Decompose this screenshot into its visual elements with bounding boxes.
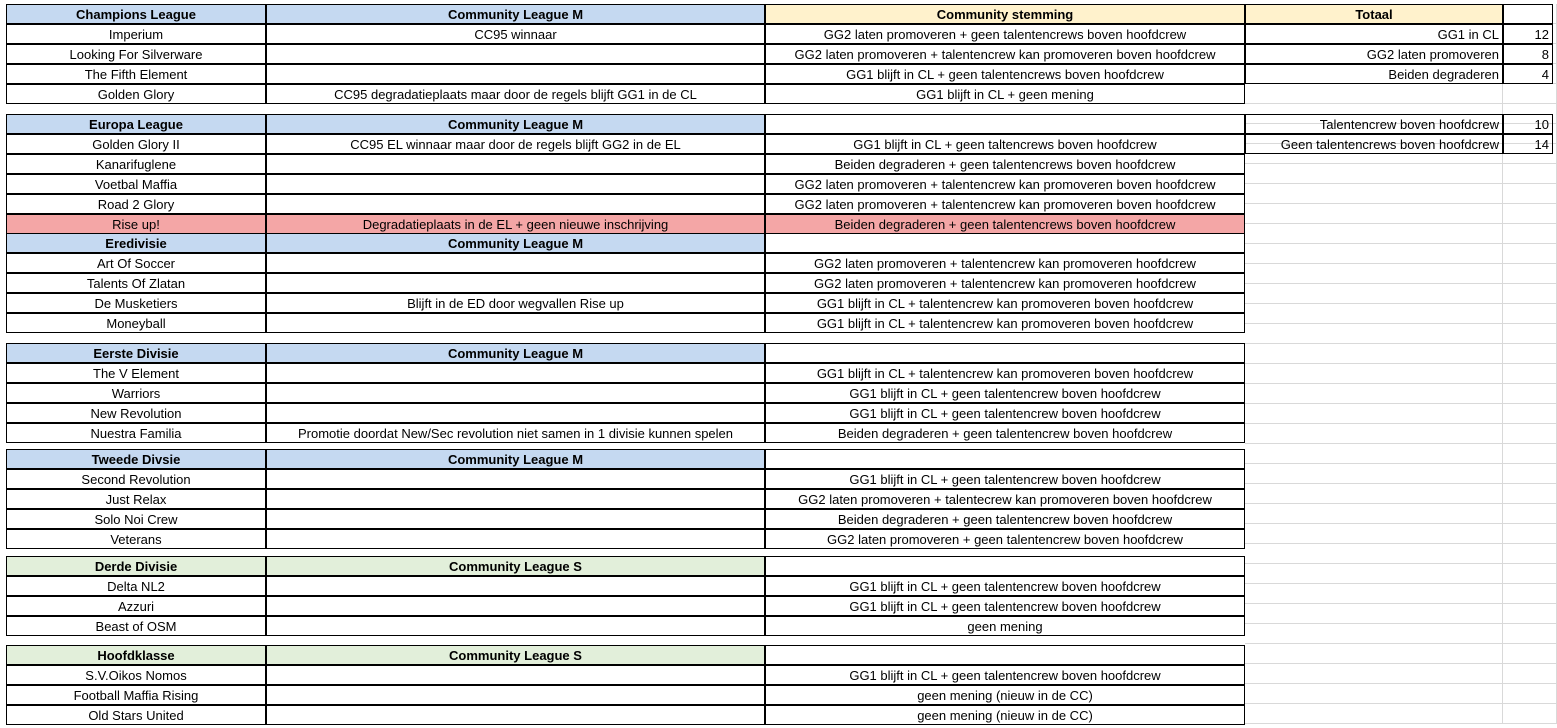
community-league-cell[interactable]: [266, 705, 765, 725]
empty-cell[interactable]: [1503, 684, 1557, 704]
team-name-cell[interactable]: Azzuri: [6, 596, 266, 616]
team-name-cell[interactable]: De Musketiers: [6, 293, 266, 313]
community-vote-cell[interactable]: Beiden degraderen + geen talentencrews boven hoofdcrew: [765, 214, 1245, 234]
empty-cell[interactable]: [1245, 524, 1503, 544]
community-league-cell[interactable]: [266, 64, 765, 84]
community-league-cell[interactable]: [266, 253, 765, 273]
empty-cell[interactable]: [1245, 564, 1503, 584]
empty-cell[interactable]: [1503, 464, 1557, 484]
totals-header[interactable]: Totaal: [1245, 4, 1503, 24]
totals-label[interactable]: Geen talentencrews boven hoofdcrew: [1245, 134, 1503, 154]
community-vote-cell[interactable]: GG1 blijft in CL + talentencrew kan promoveren boven hoofdcrew: [765, 293, 1245, 313]
community-league-cell[interactable]: [266, 154, 765, 174]
team-name-cell[interactable]: Football Maffia Rising: [6, 685, 266, 705]
community-vote-cell[interactable]: GG2 laten promoveren + talentecrew kan promoveren boven hoofdcrew: [765, 489, 1245, 509]
team-name-cell[interactable]: The V Element: [6, 363, 266, 383]
team-name-cell[interactable]: Moneyball: [6, 313, 266, 333]
community-league-cell[interactable]: Blijft in de ED door wegvallen Rise up: [266, 293, 765, 313]
section-header-competition[interactable]: Community League M: [266, 343, 765, 363]
community-league-cell[interactable]: Degradatieplaats in de EL + geen nieuwe inschrijving: [266, 214, 765, 234]
community-vote-cell[interactable]: geen mening (nieuw in de CC): [765, 685, 1245, 705]
empty-cell[interactable]: [1245, 644, 1503, 664]
community-vote-cell[interactable]: Beiden degraderen + geen talentencrews boven hoofdcrew: [765, 154, 1245, 174]
empty-cell[interactable]: [1245, 584, 1503, 604]
community-vote-cell[interactable]: GG1 blijft in CL + geen talentencrew boven hoofdcrew: [765, 403, 1245, 423]
community-vote-cell[interactable]: GG1 blijft in CL + geen talentencrew boven hoofdcrew: [765, 576, 1245, 596]
community-league-cell[interactable]: [266, 273, 765, 293]
totals-value[interactable]: 12: [1503, 24, 1553, 44]
empty-cell[interactable]: [1503, 384, 1557, 404]
team-name-cell[interactable]: Imperium: [6, 24, 266, 44]
empty-cell[interactable]: [1503, 164, 1557, 184]
team-name-cell[interactable]: Golden Glory: [6, 84, 266, 104]
empty-cell[interactable]: [1245, 184, 1503, 204]
community-league-cell[interactable]: [266, 576, 765, 596]
empty-cell[interactable]: [1245, 384, 1503, 404]
community-league-cell[interactable]: CC95 EL winnaar maar door de regels blijft GG2 in de EL: [266, 134, 765, 154]
empty-cell[interactable]: [1245, 504, 1503, 524]
team-name-cell[interactable]: Second Revolution: [6, 469, 266, 489]
empty-cell[interactable]: [1245, 264, 1503, 284]
empty-cell[interactable]: [1503, 324, 1557, 344]
empty-cell[interactable]: [1503, 444, 1557, 464]
community-league-cell[interactable]: [266, 174, 765, 194]
section-header-league[interactable]: Derde Divisie: [6, 556, 266, 576]
community-league-cell[interactable]: [266, 44, 765, 64]
team-name-cell[interactable]: Road 2 Glory: [6, 194, 266, 214]
empty-cell[interactable]: [1503, 404, 1557, 424]
totals-label[interactable]: Beiden degraderen: [1245, 64, 1503, 84]
community-league-cell[interactable]: [266, 313, 765, 333]
team-name-cell[interactable]: Old Stars United: [6, 705, 266, 725]
community-vote-cell[interactable]: GG2 laten promoveren + talentencrew kan promoveren boven hoofdcrew: [765, 194, 1245, 214]
empty-cell[interactable]: [1503, 344, 1557, 364]
community-vote-cell[interactable]: geen mening: [765, 616, 1245, 636]
community-league-cell[interactable]: Promotie doordat New/Sec revolution niet samen in 1 divisie kunnen spelen: [266, 423, 765, 443]
section-header-vote[interactable]: Community stemming: [765, 4, 1245, 24]
empty-cell[interactable]: [1503, 244, 1557, 264]
section-header-competition[interactable]: Community League M: [266, 114, 765, 134]
community-league-cell[interactable]: [266, 383, 765, 403]
section-header-league[interactable]: Champions League: [6, 4, 266, 24]
totals-header-value[interactable]: [1503, 4, 1553, 24]
section-header-vote[interactable]: [765, 556, 1245, 576]
empty-cell[interactable]: [1503, 564, 1557, 584]
empty-cell[interactable]: [1503, 484, 1557, 504]
section-header-vote[interactable]: [765, 449, 1245, 469]
empty-cell[interactable]: [1503, 224, 1557, 244]
empty-cell[interactable]: [1503, 264, 1557, 284]
team-name-cell[interactable]: Talents Of Zlatan: [6, 273, 266, 293]
empty-cell[interactable]: [1245, 164, 1503, 184]
community-vote-cell[interactable]: Beiden degraderen + geen talentencrew boven hoofdcrew: [765, 509, 1245, 529]
community-league-cell[interactable]: [266, 403, 765, 423]
section-header-competition[interactable]: Community League M: [266, 233, 765, 253]
community-league-cell[interactable]: [266, 596, 765, 616]
community-vote-cell[interactable]: GG2 laten promoveren + talentencrew kan promoveren hoofdcrew: [765, 273, 1245, 293]
team-name-cell[interactable]: Voetbal Maffia: [6, 174, 266, 194]
team-name-cell[interactable]: Beast of OSM: [6, 616, 266, 636]
empty-cell[interactable]: [1503, 664, 1557, 684]
empty-cell[interactable]: [1245, 444, 1503, 464]
team-name-cell[interactable]: Nuestra Familia: [6, 423, 266, 443]
empty-cell[interactable]: [1245, 84, 1503, 104]
totals-label[interactable]: GG2 laten promoveren: [1245, 44, 1503, 64]
community-vote-cell[interactable]: GG1 blijft in CL + talentencrew kan promoveren boven hoofdcrew: [765, 313, 1245, 333]
totals-value[interactable]: 14: [1503, 134, 1553, 154]
community-league-cell[interactable]: [266, 616, 765, 636]
empty-cell[interactable]: [1503, 364, 1557, 384]
community-vote-cell[interactable]: GG1 blijft in CL + talentencrew kan promoveren boven hoofdcrew: [765, 363, 1245, 383]
community-league-cell[interactable]: CC95 degradatieplaats maar door de regels blijft GG1 in de CL: [266, 84, 765, 104]
empty-cell[interactable]: [1245, 424, 1503, 444]
section-header-vote[interactable]: [765, 343, 1245, 363]
empty-cell[interactable]: [1245, 304, 1503, 324]
empty-cell[interactable]: [1503, 204, 1557, 224]
totals-label[interactable]: Talentencrew boven hoofdcrew: [1245, 114, 1503, 134]
totals-value[interactable]: 10: [1503, 114, 1553, 134]
empty-cell[interactable]: [1503, 304, 1557, 324]
totals-value[interactable]: 4: [1503, 64, 1553, 84]
team-name-cell[interactable]: Solo Noi Crew: [6, 509, 266, 529]
empty-cell[interactable]: [1503, 284, 1557, 304]
community-league-cell[interactable]: [266, 363, 765, 383]
section-header-competition[interactable]: Community League M: [266, 449, 765, 469]
section-header-competition[interactable]: Community League S: [266, 645, 765, 665]
community-vote-cell[interactable]: GG1 blijft in CL + geen talentencrew boven hoofdcrew: [765, 383, 1245, 403]
empty-cell[interactable]: [1245, 364, 1503, 384]
section-header-league[interactable]: Eerste Divisie: [6, 343, 266, 363]
community-vote-cell[interactable]: Beiden degraderen + geen talentencrew boven hoofdcrew: [765, 423, 1245, 443]
empty-cell[interactable]: [1503, 584, 1557, 604]
empty-cell[interactable]: [1245, 624, 1503, 644]
empty-cell[interactable]: [1245, 484, 1503, 504]
community-vote-cell[interactable]: GG2 laten promoveren + geen talentencrews boven hoofdcrew: [765, 24, 1245, 44]
empty-cell[interactable]: [1503, 424, 1557, 444]
community-vote-cell[interactable]: GG1 blijft in CL + geen talentencrews boven hoofdcrew: [765, 64, 1245, 84]
community-league-cell[interactable]: [266, 665, 765, 685]
community-league-cell[interactable]: [266, 469, 765, 489]
team-name-cell[interactable]: Golden Glory II: [6, 134, 266, 154]
empty-cell[interactable]: [1245, 284, 1503, 304]
empty-cell[interactable]: [1245, 664, 1503, 684]
section-header-vote[interactable]: [765, 233, 1245, 253]
community-vote-cell[interactable]: GG1 blijft in CL + geen talentencrew boven hoofdcrew: [765, 469, 1245, 489]
community-league-cell[interactable]: [266, 529, 765, 549]
community-vote-cell[interactable]: GG2 laten promoveren + geen talentencrew boven hoofdcrew: [765, 529, 1245, 549]
community-league-cell[interactable]: [266, 685, 765, 705]
community-vote-cell[interactable]: GG1 blijft in CL + geen mening: [765, 84, 1245, 104]
community-vote-cell[interactable]: GG2 laten promoveren + talentencrew kan promoveren hoofdcrew: [765, 253, 1245, 273]
community-vote-cell[interactable]: GG2 laten promoveren + talentencrew kan promoveren boven hoofdcrew: [765, 44, 1245, 64]
team-name-cell[interactable]: Looking For Silverware: [6, 44, 266, 64]
community-vote-cell[interactable]: geen mening (nieuw in de CC): [765, 705, 1245, 725]
community-vote-cell[interactable]: GG1 blijft in CL + geen talentencrew boven hoofdcrew: [765, 665, 1245, 685]
totals-label[interactable]: GG1 in CL: [1245, 24, 1503, 44]
community-vote-cell[interactable]: GG1 blijft in CL + geen taltencrews boven hoofdcrew: [765, 134, 1245, 154]
team-name-cell[interactable]: Delta NL2: [6, 576, 266, 596]
community-league-cell[interactable]: CC95 winnaar: [266, 24, 765, 44]
empty-cell[interactable]: [1245, 204, 1503, 224]
totals-value[interactable]: 8: [1503, 44, 1553, 64]
team-name-cell[interactable]: Just Relax: [6, 489, 266, 509]
empty-cell[interactable]: [1503, 604, 1557, 624]
empty-cell[interactable]: [1503, 644, 1557, 664]
empty-cell[interactable]: [1503, 544, 1557, 564]
team-name-cell[interactable]: Warriors: [6, 383, 266, 403]
team-name-cell[interactable]: Kanarifuglene: [6, 154, 266, 174]
empty-cell[interactable]: [1245, 604, 1503, 624]
team-name-cell[interactable]: The Fifth Element: [6, 64, 266, 84]
section-header-league[interactable]: Eredivisie: [6, 233, 266, 253]
community-vote-cell[interactable]: GG1 blijft in CL + geen talentencrew boven hoofdcrew: [765, 596, 1245, 616]
empty-cell[interactable]: [1245, 544, 1503, 564]
empty-cell[interactable]: [1503, 524, 1557, 544]
empty-cell[interactable]: [1503, 704, 1557, 724]
community-vote-cell[interactable]: GG2 laten promoveren + talentencrew kan promoveren boven hoofdcrew: [765, 174, 1245, 194]
section-header-league[interactable]: Europa League: [6, 114, 266, 134]
empty-cell[interactable]: [1245, 704, 1503, 724]
section-header-competition[interactable]: Community League M: [266, 4, 765, 24]
empty-cell[interactable]: [1503, 624, 1557, 644]
section-header-league[interactable]: Hoofdklasse: [6, 645, 266, 665]
empty-cell[interactable]: [1245, 224, 1503, 244]
empty-cell[interactable]: [1245, 344, 1503, 364]
empty-cell[interactable]: [1503, 184, 1557, 204]
empty-cell[interactable]: [1503, 504, 1557, 524]
team-name-cell[interactable]: Art Of Soccer: [6, 253, 266, 273]
empty-cell[interactable]: [1245, 324, 1503, 344]
community-league-cell[interactable]: [266, 489, 765, 509]
team-name-cell[interactable]: S.V.Oikos Nomos: [6, 665, 266, 685]
team-name-cell[interactable]: New Revolution: [6, 403, 266, 423]
section-header-vote[interactable]: [765, 645, 1245, 665]
empty-cell[interactable]: [1245, 404, 1503, 424]
empty-cell[interactable]: [1245, 464, 1503, 484]
community-league-cell[interactable]: [266, 194, 765, 214]
team-name-cell[interactable]: Veterans: [6, 529, 266, 549]
empty-cell[interactable]: [1245, 244, 1503, 264]
section-header-competition[interactable]: Community League S: [266, 556, 765, 576]
team-name-cell[interactable]: Rise up!: [6, 214, 266, 234]
empty-cell[interactable]: [1503, 84, 1557, 104]
section-header-league[interactable]: Tweede Divsie: [6, 449, 266, 469]
community-league-cell[interactable]: [266, 509, 765, 529]
section-header-vote[interactable]: [765, 114, 1245, 134]
empty-cell[interactable]: [1245, 684, 1503, 704]
